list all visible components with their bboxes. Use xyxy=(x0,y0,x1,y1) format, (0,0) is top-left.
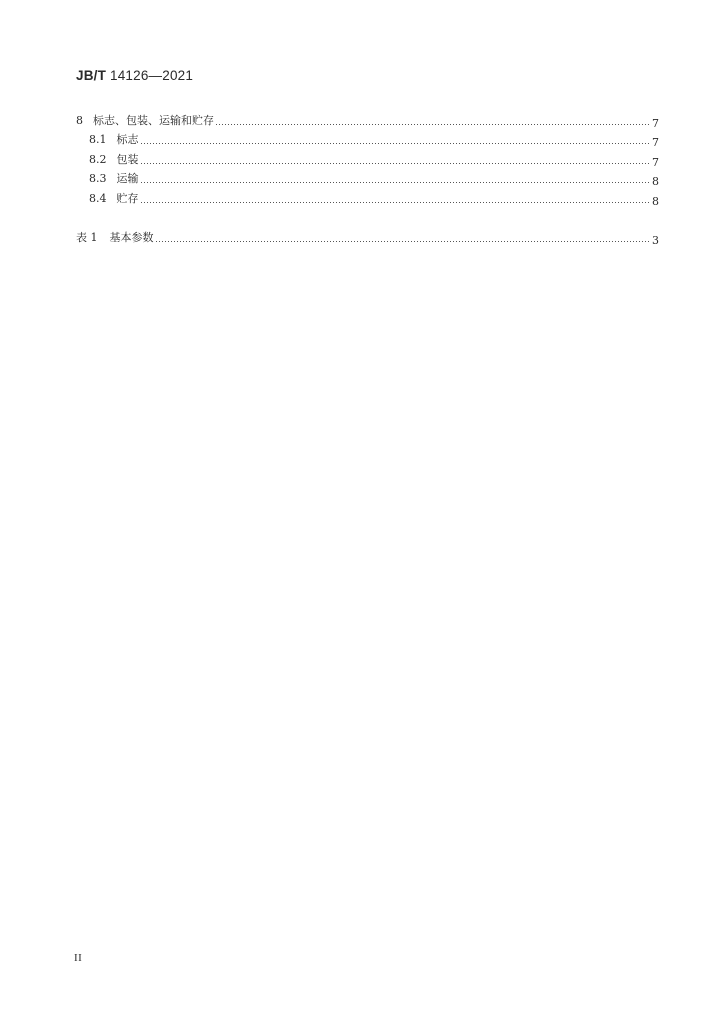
standard-prefix: JB/T xyxy=(76,68,107,83)
toc-entry-title: 基本参数 xyxy=(109,231,154,244)
toc-entry-8-3[interactable] xyxy=(76,167,658,187)
toc-entry-page: 3 xyxy=(652,234,659,247)
toc-entry-page: 8 xyxy=(652,175,659,188)
toc-entry-page: 7 xyxy=(652,155,659,169)
toc-entry-8-4[interactable] xyxy=(76,186,658,206)
dot-leader xyxy=(140,201,650,204)
toc-entry-page: 8 xyxy=(652,194,659,208)
toc-entry-title: 标志、包装、运输和贮存 xyxy=(93,113,214,127)
toc-entry-number: 8.4 xyxy=(89,191,107,205)
dot-leader xyxy=(155,240,650,243)
toc-entry-title: 贮存 xyxy=(116,191,139,205)
toc-entry-title: 运输 xyxy=(116,172,139,185)
toc-entry-number: 8.3 xyxy=(89,172,107,185)
toc-entry-8-1[interactable] xyxy=(76,128,658,148)
toc-entry-number: 8.2 xyxy=(89,152,107,166)
toc-entry-title: 标志 xyxy=(116,133,139,146)
toc-entry-number: 8 xyxy=(76,113,83,127)
dot-leader xyxy=(140,181,650,184)
toc-entry-8[interactable] xyxy=(76,108,658,128)
toc-entry-page: 7 xyxy=(652,136,659,149)
standard-code-header xyxy=(76,68,193,83)
toc-entry-page: 7 xyxy=(652,116,659,130)
toc-entry-number: 8.1 xyxy=(89,133,107,146)
page-number: II xyxy=(74,952,83,964)
table-of-contents xyxy=(76,108,658,245)
toc-entry-title: 包装 xyxy=(116,152,139,166)
toc-entry-table-1[interactable] xyxy=(76,226,658,246)
dot-leader xyxy=(215,123,649,126)
toc-entry-number: 表 1 xyxy=(76,231,98,244)
dot-leader xyxy=(140,162,650,165)
toc-entry-8-2[interactable] xyxy=(76,147,658,167)
standard-number: 14126—2021 xyxy=(110,68,194,83)
dot-leader xyxy=(140,142,650,145)
